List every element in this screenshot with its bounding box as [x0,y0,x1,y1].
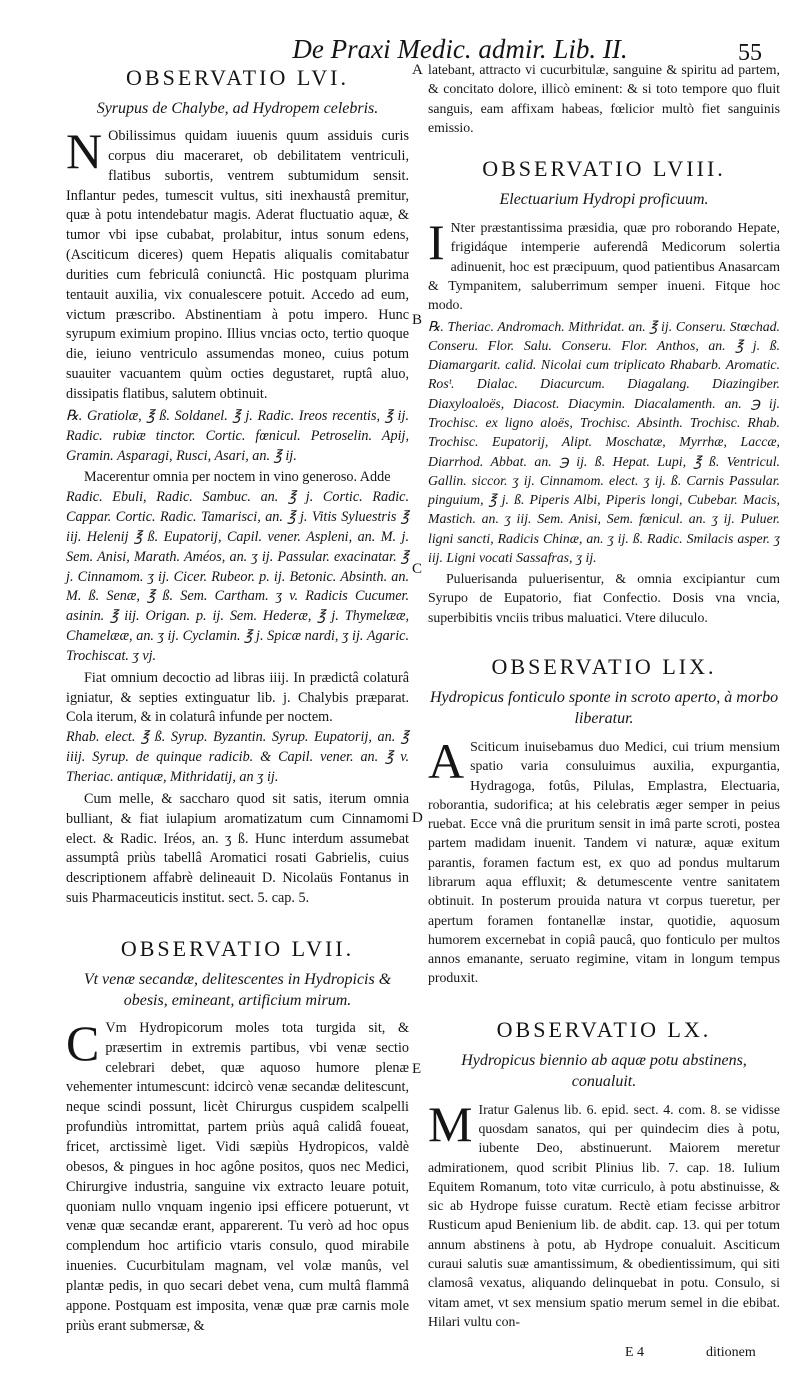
margin-letter-b: B [412,312,423,328]
observation-title: OBSERVATIO LX. [496,1016,712,1042]
observation-56 [66,64,409,909]
recipe: ℞. Theriac. Andromach. Mithridat. an. ℥ ij. Conseru. Stœchad. Conseru. Flor. Salu. Conseru. Flor. Anthos, an. ℥ j. ß. Diamargarit. calid. Nicolai cum triplicato Rhabarb. Aromatic. Rosᵗ. Dialac. Diacurcum. Diagalang. Diazingiber. Diaxyloaloës, Diacost. Diacymin. Diacalamenth. an. ℈ ij. Trochisc. ex ligno aloës, Trochisc. Absinth. Trochisc. Rhab. Trochisc. Eupatorij, Alipt. Moschatæ, Myrrhæ, Laccæ, Diarrhod. Abbat. an. ℈ ij. ß. Hepat. Lupi, ℥ ß. Ventricul. Gallin. siccor. ʒ ij. Cinnamom. elect. ʒ ij. ß. Carnis Passular. pinguium, ℥ j. ß. Piperis Albi, Piperis longi, Cubebar. Macis, Mastich. an. ʒ iij. Sem. Anisi, Sem. fœnicul. an. ʒ ij. Puluer. ligni sancti, Radicis Chinæ, an. ʒ ij. ß. Radic. Smilacis asper. ʒ iij. Ligni vocati Sassafras, ʒ ij. [428,318,780,565]
paragraph-text: Sciticum inuisebamus duo Medici, cui trium mensium spatio varia consuluimus auxilia, expurgantia, Hydragoga, fotûs, Pilulas, Emplastra, Electuaria, roborantia, sudorifica; at his celebratis æger semper in peius ruebat. Ecce vnâ die pruritum sensit in imâ parte scroti, postea partem madidam inuenit. Tandem vi naturæ, aquæ exitum parantis, foramen factum est, ex quo ad pondus multarum librarum aqua effluxit; & detumescente ventre sanitatem obtinuit. In posterum prouida natura vt corpus tueretur, per apertum foramen fontanellæ instar, quotidie, aquosum humorem excernebat in copiâ paucâ, quo fonticulo per multos annos emanante, seruato regimine, vitam in longum tempus produxit. [428,739,780,986]
right-column [428,60,780,1333]
catchword: ditionem [706,1345,756,1360]
paragraph-continued: latebant, attracto vi cucurbitulæ, sanguine & spiritu ad partem, & concitato dolore, illicò eminent: & si toto tempore quo fluit sanguis, eam affixam habeas, fœlicior multò fiet sanguinis emissio. [428,62,780,135]
paragraph: Puluerisanda puluerisentur, & omnia excipiantur cum Syrupo de Eupatorio, fiat Confectio. Dosis vna vncia, superbibitis vnciis tribus maluatici. Vtere diluculo. [428,571,780,625]
observation-subtitle: Syrupus de Chalybe, ad Hydropem celebris. [96,100,379,117]
paragraph: Fiat omnium decoctio ad libras iiij. In prædictâ colaturâ igniatur, & septies extinguatur lib. j. Chalybis præparat. Cola iterum, & in colaturâ infunde per noctem. [66,669,409,726]
observation-60 [428,1016,780,1331]
margin-letter-a: A [412,62,423,78]
page-number: 55 [738,40,762,66]
observation-title: OBSERVATIO LVII. [120,935,355,961]
paragraph-text: Obilissimus quidam iuuenis quum assiduis curis corpus diu maceraret, ob debilitatem ventriculi, flatibus subortis, ventrem subtumidum sensit. Inflantur pedes, tumescit vultus, siti inexhaustâ premitur, quæ à potu intendebatur magis. Aderat fluctuatio aquæ, & tumor vbi ipse cubabat, prolabitur, intus sonum edens, (Asciticum diceres) quem Hepatis aliqualis comitabatur durities cum febriculâ coniunctâ. Hic postquam plurima tentauit auxilia, vix conualescere potuit. Accedo ad eum, victum præscribo. Abstinentiam à potu impero. Hunc syrupum eximium propino. Illius vncias octo, tertio quoque die, ieiuno ventriculo assumendas moneo, cuius potum suauiter vacuantem quùm octies degustaret, ruptâ aluo, dissipatis flatibus, salutem obtinuit. [66,128,409,402]
margin-letter-d: D [412,810,423,826]
recipe: ℞. Gratiolæ, ℥ ß. Soldanel. ℥ j. Radic. Ireos recentis, ℥ ij. Radic. rubiæ tinctor. Cortic. fœnicul. Petroselin. Apij, Gramin. Asparagi, Rusci, Asari, an. ℥ ij. [66,407,409,464]
drop-cap: N [66,123,103,179]
observation-subtitle: Vt venæ secandæ, delitescentes in Hydropicis & obesis, emineant, artificium mirum. [83,970,392,1009]
paragraph [428,733,780,988]
paragraph-text: Iratur Galenus lib. 6. epid. sect. 4. com. 8. se vidisse quosdam sanatos, qui per quindecim dies à potu, iubente Deo, abstinuerunt. Maiorem meretur admirationem, quod scribit Plinius lib. 7. cap. 18. Iulium Equitem Romanum, toto vitæ curriculo, à potu abstinuisse, & sic ab Hydrope fuisse curatum. Rectè etiam fecisse arbitror Rusticum apud Benienium lib. de abdit. cap. 13. qui per totum annum abstinens à potu, ab Hydrope conualuit. Asciticum curaui salutis suæ amantissimum, & obedientissimum, qui siti clamosâ vexatus, aliquando delinquebat in potu. Consulo, si vitam amet, vt sex mensium spatio merum semel in die ebibat. Hilari vultu con- [428,1101,780,1329]
drop-cap: C [66,1014,100,1071]
observation-59 [428,653,780,988]
observation-subtitle: Hydropicus biennio ab aquæ potu abstinens, conualuit. [461,1051,747,1090]
signature-mark: E 4 [625,1345,645,1360]
left-column [66,60,409,1338]
paragraph [66,123,409,405]
drop-cap: I [428,214,445,271]
paragraph-text: Nter præstantissima præsidia, quæ pro roborando Hepate, frigidáque intemperie auferendâ Medicorum solertia adinuenit, hoc est præcipuum, quod patientibus Anasarcam & Tympanitem, saluberrimum semper inueni. Fitque hoc modo. [428,220,780,313]
margin-letter-e: E [412,1061,422,1077]
observation-58 [428,155,780,627]
observation-57 [66,935,409,1337]
paragraph [428,214,780,314]
observation-title: OBSERVATIO LVI. [126,65,349,90]
drop-cap: A [428,733,465,790]
paragraph [428,1095,780,1331]
margin-letter-c: C [412,561,423,577]
running-head: De Praxi Medic. admir. Lib. II. [292,34,628,64]
paragraph-text: Vm Hydropicorum moles tota turgida sit, & præsertim in extremis partibus, vbi venæ sectio celebrari debet, quæ aquoso humore plenæ vehementer intumescunt: idcircò venæ secandæ delitescunt, neque scindi possunt, licèt Chirurgus cuspidem scalpelli profundiùs intromittat, partem priùs aquâ calidâ foueat, fricet, arctissimè liget. Vidi sæpiùs Hydropicos, valdè obesos, & pingues in hoc agône positos, quos nec Medici, Chirurgive industria, sanguine vix extracto leuare potuit, quoniam nullo vnquam ingenio ipsi efficere potuerunt, vt venæ quæ secandæ erant, apparerent. Tu verò ad hoc opus complendum hoc artificio vtaris consulo, quod mirabile inuenies. Cucurbitulam magnam, vel volæ manûs, vel plantæ pedis, in quo secari debet vena, cum multâ flammâ appone. Postquam est imposita, venæ quæ præ carnis mole priùs erant submersæ, & [66,1019,409,1334]
drop-cap: M [428,1095,473,1152]
observation-subtitle: Electuarium Hydropi proficuum. [499,191,709,209]
observation-title: OBSERVATIO LIX. [491,654,717,680]
observation-subtitle: Hydropicus fonticulo sponte in scroto aperto, à morbo liberatur. [429,689,779,728]
paragraph [66,1014,409,1337]
observation-title: OBSERVATIO LVIII. [482,156,726,182]
recipe: Radic. Ebuli, Radic. Sambuc. an. ℥ j. Cortic. Radic. Cappar. Cortic. Radic. Tamarisci, an. ℥ j. Vitis Syluestris ℥ iij. Helenij ℥ ß. Eupatorij, Capil. vener. Aspleni, an. M. j. Sem. Anisi, Marath. Améos, an. ʒ ij. Passular. exacinatar. ℥ j. Cinnamom. ʒ ij. Cicer. Rubeor. p. ij. Betonic. Absinth. an. M. ß. Senæ, ℥ ß. Sem. Cartham. ʒ v. Radicis Cucumer. asinin. ℥ iij. Origan. p. ij. Sem. Hederæ, ℥ j. Thymelææ, Chamelææ, an. ʒ ij. Cyclamin. ℥ j. Spicæ nardi, ʒ ij. Agaric. Trochiscat. ʒ vj. [66,489,409,664]
paragraph: Macerentur omnia per noctem in vino generoso. Adde [84,469,391,486]
paragraph: Cum melle, & saccharo quod sit satis, iterum omnia bulliant, & fiat iulapium aromatizatum cum Cinnamomi elect. & Radic. Iréos, an. ʒ ß. Hunc interdum assumebat assumptâ priùs tabellâ Aromatici rosati Gabrielis, cuius descriptionem affabrè delineauit D. Nicolaüs Fontanus in suis Pharmaceuticis institut. sect. 5. cap. 5. [66,790,409,907]
recipe: Rhab. elect. ℥ ß. Syrup. Byzantin. Syrup. Eupatorij, an. ℥ iiij. Syrup. de quinque radicib. & Capil. vener. an. ℥ v. Theriac. antiquæ, Mithridatij, an ʒ ij. [66,729,409,785]
